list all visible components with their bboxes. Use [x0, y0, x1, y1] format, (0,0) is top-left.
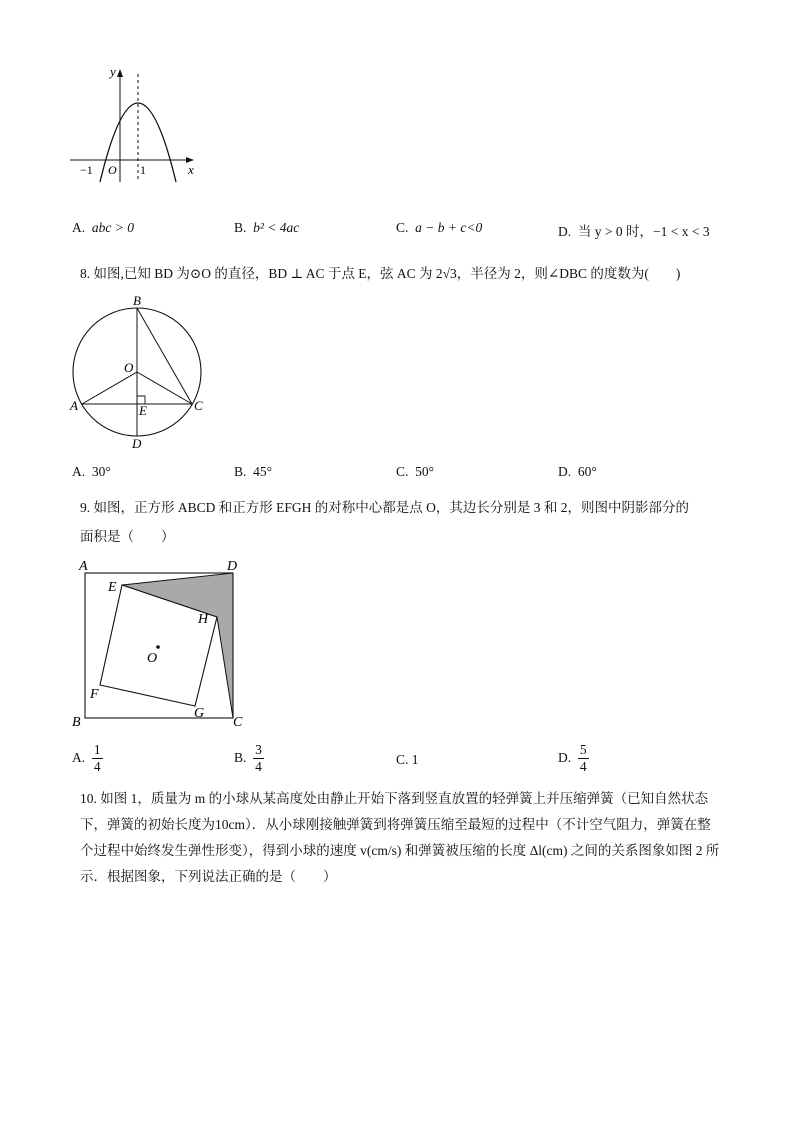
- q7-option-c: C. a − b + c<0: [396, 220, 483, 235]
- q7-option-d: D. 当 y > 0 时，−1 < x < 3: [558, 224, 710, 239]
- q8-option-b: B. 45°: [234, 464, 273, 479]
- label-d: D: [227, 559, 238, 574]
- q9-option-d: D. $\frac{5}{4}$: [558, 742, 587, 774]
- graph-minus-one: −1: [80, 163, 93, 177]
- label-b: B: [72, 715, 81, 730]
- label-c: C: [233, 715, 243, 730]
- squares-figure: [70, 555, 255, 730]
- q10-stem: 10. 如图 1，质量为 m 的小球从某高度处由静止开始下落到竖直放置的轻弹簧上并压缩弹簧（已知自然状态下，弹簧的初始长度为10cm）．从小球刚接触弹簧到将弹簧压缩至最短的过程中（不计空气阻力，弹簧在整个过程中始终发生弹性形变），得到小球的速度 v(cm/s) 和弹簧被压缩的长度 Δl(cm) 之间的关系图象如图 2 所示．根据图象，下列说法正确的是（ ）: [80, 791, 720, 884]
- label-f: F: [90, 687, 99, 702]
- q9-option-a: A. $\frac{1}{4}$: [72, 742, 101, 774]
- label-e: E: [139, 403, 147, 418]
- label-o: O: [147, 651, 158, 666]
- q9-option-b: B. $\frac{3}{4}$: [234, 742, 262, 774]
- q8-option-c: C. 50°: [396, 464, 435, 479]
- circle-figure: [66, 292, 216, 452]
- q9-stem-line2: 面积是（ ）: [80, 529, 175, 544]
- q8-option-d: D. 60°: [558, 464, 597, 479]
- q9-stem-line1: 9. 如图，正方形 ABCD 和正方形 EFGH 的对称中心都是点 O，其边长分别是 3 和 2，则图中阴影部分的: [80, 500, 690, 515]
- label-e: E: [108, 580, 117, 595]
- graph-x-label: x: [188, 162, 194, 177]
- label-b: B: [133, 293, 141, 308]
- graph-y-label: y: [110, 64, 116, 79]
- q7-option-b: B. b² < 4ac: [234, 220, 300, 235]
- label-o: O: [124, 360, 134, 375]
- label-c: C: [194, 398, 203, 413]
- label-a: A: [79, 559, 88, 574]
- graph-origin: O: [108, 163, 117, 177]
- q7-option-a: A. abc > 0: [72, 220, 134, 235]
- label-d: D: [132, 436, 142, 451]
- label-h: H: [198, 612, 209, 627]
- parabola-graph: [60, 60, 210, 185]
- label-g: G: [194, 706, 205, 721]
- graph-one: 1: [140, 163, 146, 177]
- q8-stem: 8. 如图,已知 BD 为⊙O 的直径，BD ⊥ AC 于点 E，弦 AC 为 2√3，半径为 2，则∠DBC 的度数为( ): [80, 266, 681, 281]
- q8-option-a: A. 30°: [72, 464, 111, 479]
- label-a: A: [70, 398, 78, 413]
- q9-option-c: C. 1: [396, 752, 419, 767]
